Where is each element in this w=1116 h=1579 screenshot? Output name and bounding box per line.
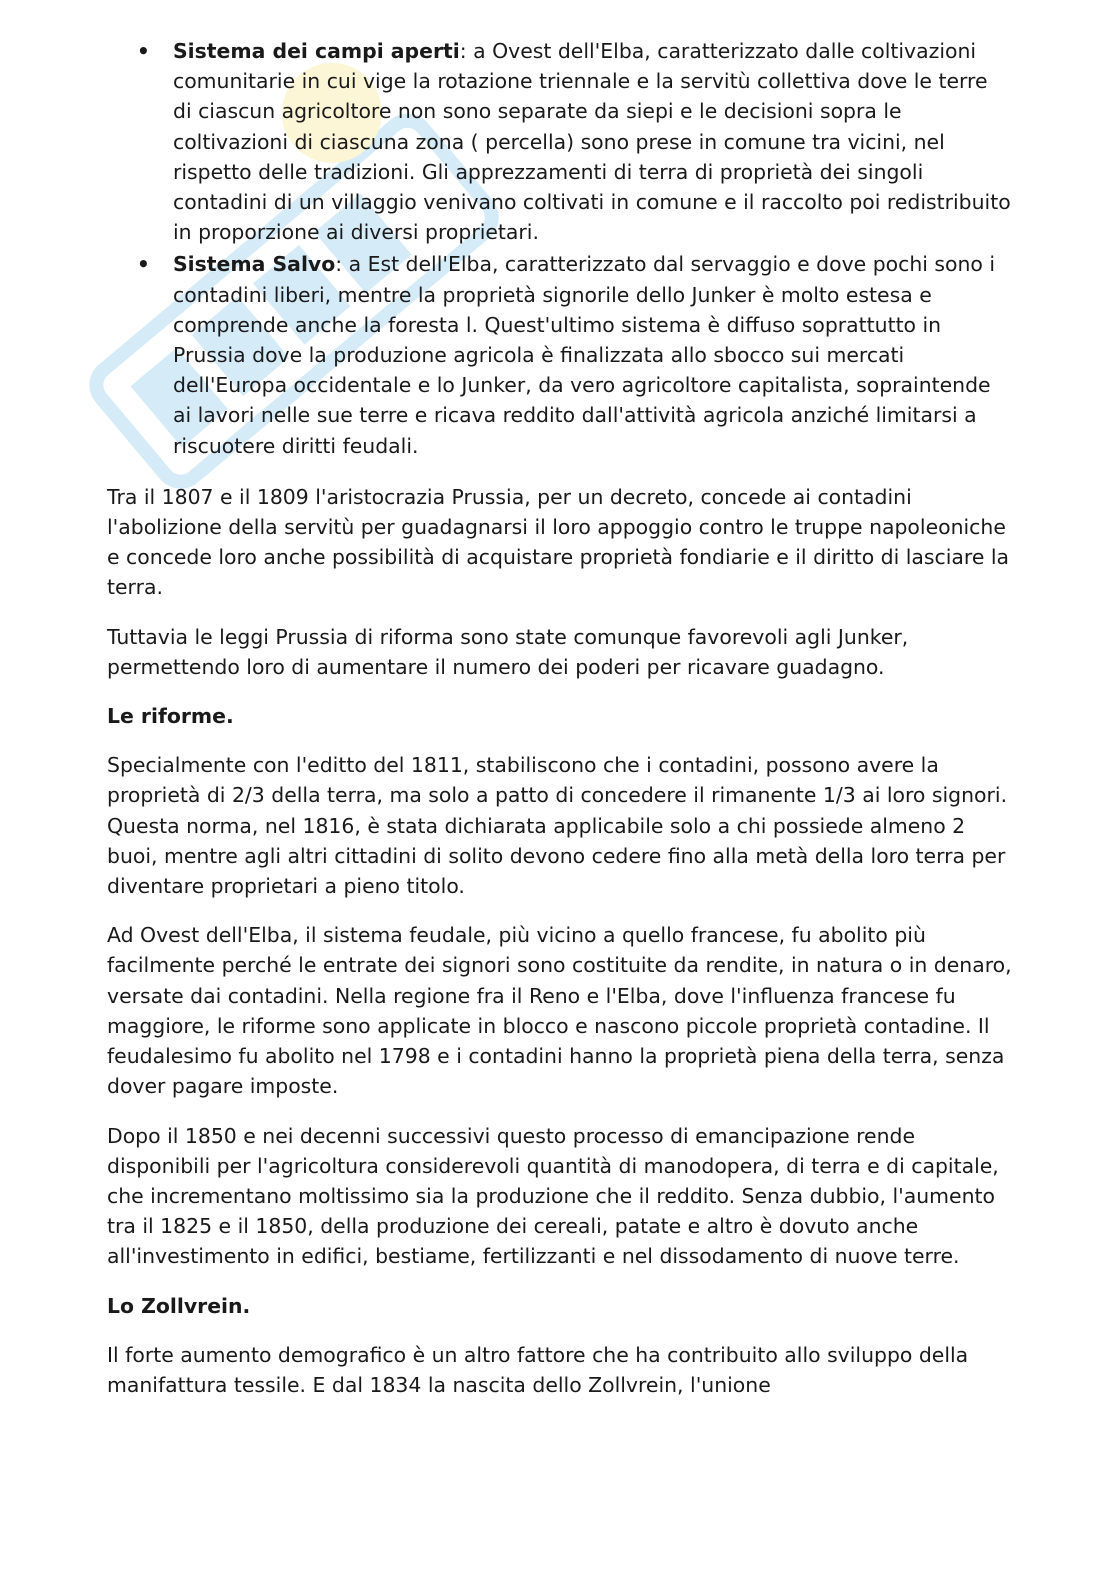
list-item-text: : a Est dell'Elba, caratterizzato dal servaggio e dove pochi sono i contadini liberi, mentre la proprietà signorile dello Junker è molto estesa e comprende anche la foresta l. Quest'ultimo sistema è diffuso soprattutto in Prussia dove la produzione agricola è finalizzata allo sbocco sui mercati dell'Europa occidentale e lo Junker, da vero agricoltore capitalista, sopraintende ai lavori nelle sue terre e ricava reddito dall'attività agricola anziché limitarsi a riscuotere diritti feudali. bbox=[173, 252, 996, 458]
list-item-term: Sistema Salvo bbox=[173, 252, 336, 277]
paragraph-after-1850: Dopo il 1850 e nei decenni successivi questo processo di emancipazione rende disponibili per l'agricoltura considerevoli quantità di manodopera, di terra e di capitale, che incrementano moltissimo sia la produzione che il reddito. Senza dubbio, l'aumento tra il 1825 e il 1850, della produzione dei cereali, patate e altro è dovuto anche all'investimento in edifici, bestiame, fertilizzanti e nel dissodamento di nuove terre. bbox=[107, 1123, 999, 1269]
paragraph-1807-decree: Tra il 1807 e il 1809 l'aristocrazia Prussia, per un decreto, concede ai contadini l'abolizione della servitù per guadagnarsi il loro appoggio contro le truppe napoleoniche e concede loro anche possibilità di acquistare proprietà fondiarie e il diritto di lasciare la terra. bbox=[107, 484, 1010, 600]
heading-riforme: Le riforme. bbox=[107, 704, 234, 729]
list-item-term: Sistema dei campi aperti bbox=[173, 39, 460, 63]
list-item bbox=[107, 249, 1012, 460]
heading-zollvrein: Lo Zollvrein. bbox=[107, 1293, 251, 1318]
document-page bbox=[107, 36, 1012, 1400]
bullet-icon: • bbox=[137, 39, 150, 63]
bullet-icon: • bbox=[137, 252, 150, 277]
paragraph-west-elba: Ad Ovest dell'Elba, il sistema feudale, più vicino a quello francese, fu abolito più facilmente perché le entrate dei signori sono costituite da rendite, in natura o in denaro, versate dai contadini. Nella regione fra il Reno e l'Elba, dove l'influenza francese fu maggiore, le riforme sono applicate in blocco e nascono piccole proprietà contadine. Il feudalesimo fu abolito nel 1798 e i contadini hanno la proprietà piena della terra, senza dover pagare imposte. bbox=[107, 923, 1012, 1099]
list-item bbox=[107, 36, 1012, 247]
paragraph-edict-1811: Specialmente con l'editto del 1811, stabiliscono che i contadini, possono avere la proprietà di 2/3 della terra, ma solo a patto di concedere il rimanente 1/3 ai loro signori. Questa norma, nel 1816, è stata dichiarata applicabile solo a chi possiede almeno 2 buoi, mentre agli altri cittadini di solito devono cedere fino alla metà della loro terra per diventare proprietari a pieno titolo. bbox=[107, 753, 1008, 899]
systems-list bbox=[107, 36, 1012, 461]
list-item-text: : a Ovest dell'Elba, caratterizzato dalle coltivazioni comunitarie in cui vige la rotazione triennale e la servitù collettiva dove le terre di ciascun agricoltore non sono separate da siepi e le decisioni sopra le coltivazioni di ciascuna zona ( percella) sono prese in comune tra vicini, nel rispetto delle tradizioni. Gli apprezzamenti di terra di proprietà dei singoli contadini di un villaggio venivano coltivati in comune e il raccolto poi redistribuito in proporzione ai diversi proprietari. bbox=[173, 39, 1011, 245]
paragraph-demographic: Il forte aumento demografico è un altro fattore che ha contribuito allo sviluppo della manifattura tessile. E dal 1834 la nascita dello Zollvrein, l'unione bbox=[107, 1342, 969, 1397]
paragraph-prussian-laws: Tuttavia le leggi Prussia di riforma sono state comunque favorevoli agli Junker, permettendo loro di aumentare il numero dei poderi per ricavare guadagno. bbox=[107, 624, 909, 679]
